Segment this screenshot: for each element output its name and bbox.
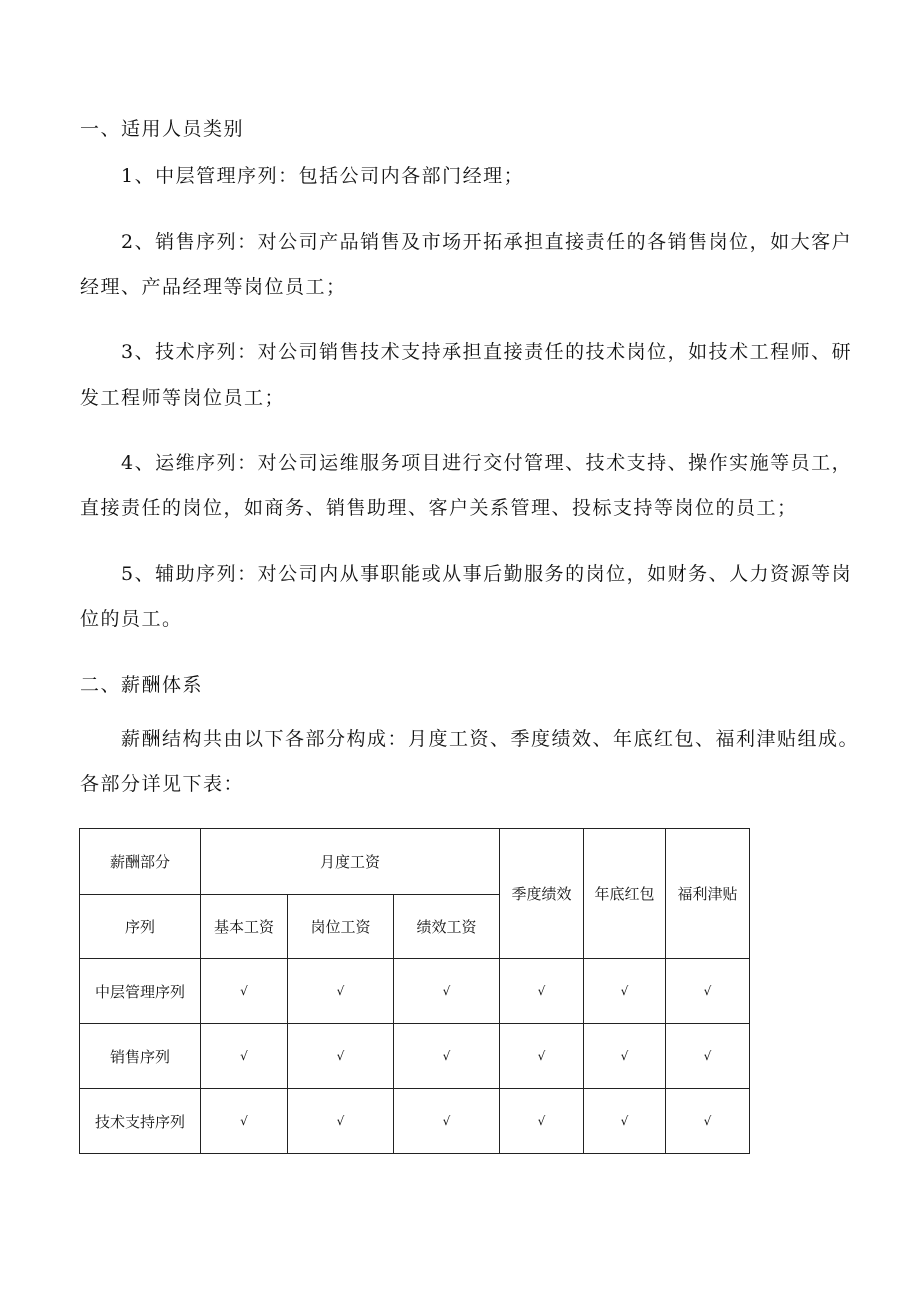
check-mark: √ — [288, 1024, 394, 1089]
check-mark: √ — [666, 959, 750, 1024]
item-1-line-1: 1、中层管理序列：包括公司内各部门经理； — [121, 165, 525, 187]
table-row — [80, 959, 750, 1024]
check-mark: √ — [666, 1089, 750, 1154]
row-name-cell: 技术支持序列 — [80, 1089, 201, 1154]
check-mark: √ — [201, 1024, 288, 1089]
section-2-heading: 二、薪酬体系 — [80, 674, 204, 696]
item-5-line-1: 5、辅助序列：对公司内从事职能或从事后勤服务的岗位，如财务、人力资源等岗 — [121, 563, 853, 585]
intro-line-1: 薪酬结构共由以下各部分构成：月度工资、季度绩效、年底红包、福利津贴组成。 — [121, 728, 860, 750]
section-1-heading: 一、适用人员类别 — [80, 118, 245, 140]
item-4-line-2: 直接责任的岗位，如商务、销售助理、客户关系管理、投标支持等岗位的员工； — [80, 497, 798, 519]
check-mark: √ — [394, 959, 500, 1024]
header-series-cell: 序列 — [80, 895, 201, 959]
header-year-end-bonus-cell: 年底红包 — [584, 829, 666, 959]
row-name-cell: 销售序列 — [80, 1024, 201, 1089]
check-mark: √ — [288, 1089, 394, 1154]
check-mark: √ — [288, 959, 394, 1024]
row-name-cell: 中层管理序列 — [80, 959, 201, 1024]
item-4-line-1: 4、运维序列：对公司运维服务项目进行交付管理、技术支持、操作实施等员工， — [121, 452, 853, 474]
check-mark: √ — [500, 959, 584, 1024]
header-monthly-wage-cell: 月度工资 — [201, 829, 500, 895]
header-position-wage-cell: 岗位工资 — [288, 895, 394, 959]
header-performance-wage-cell: 绩效工资 — [394, 895, 500, 959]
check-mark: √ — [201, 1089, 288, 1154]
table-row — [80, 1089, 750, 1154]
header-component-cell: 薪酬部分 — [80, 829, 201, 895]
header-base-wage-cell: 基本工资 — [201, 895, 288, 959]
item-5-line-2: 位的员工。 — [80, 608, 183, 630]
item-2-line-1: 2、销售序列：对公司产品销售及市场开拓承担直接责任的各销售岗位，如大客户 — [121, 231, 853, 253]
check-mark: √ — [394, 1089, 500, 1154]
check-mark: √ — [500, 1024, 584, 1089]
check-mark: √ — [584, 1089, 666, 1154]
header-quarterly-performance-cell: 季度绩效 — [500, 829, 584, 959]
table-row — [80, 1024, 750, 1089]
item-3-line-2: 发工程师等岗位员工； — [80, 387, 286, 409]
table-header-row-1 — [80, 829, 750, 895]
item-3-line-1: 3、技术序列：对公司销售技术支持承担直接责任的技术岗位，如技术工程师、研 — [121, 341, 853, 363]
check-mark: √ — [584, 1024, 666, 1089]
check-mark: √ — [666, 1024, 750, 1089]
check-mark: √ — [500, 1089, 584, 1154]
salary-structure-table — [79, 828, 750, 1154]
intro-line-2: 各部分详见下表： — [80, 773, 245, 795]
check-mark: √ — [584, 959, 666, 1024]
check-mark: √ — [394, 1024, 500, 1089]
check-mark: √ — [201, 959, 288, 1024]
item-2-line-2: 经理、产品经理等岗位员工； — [80, 276, 347, 298]
header-welfare-allowance-cell: 福利津贴 — [666, 829, 750, 959]
